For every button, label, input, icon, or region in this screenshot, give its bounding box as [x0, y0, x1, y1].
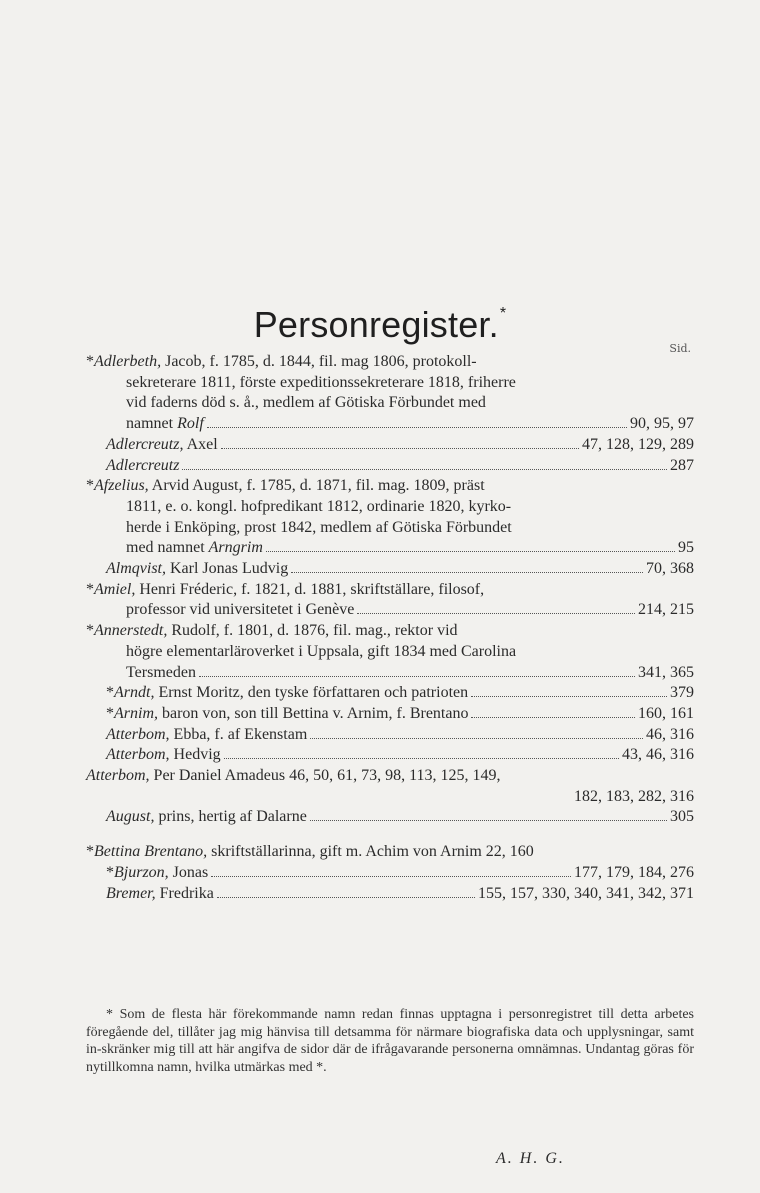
- register-entry: [86, 863, 694, 884]
- entry-text: [106, 745, 221, 766]
- entry-name: August,: [106, 808, 155, 826]
- register-entry: [86, 352, 694, 435]
- register-entry: [86, 842, 694, 863]
- entry-description: Rudolf, f. 1801, d. 1876, fil. mag., rektor vid: [167, 622, 458, 640]
- title-footnote-mark: *: [499, 305, 507, 323]
- entry-description: Ebba, f. af Ekenstam: [169, 725, 308, 743]
- entry-line: [106, 393, 694, 414]
- new-name-marker: *: [86, 622, 94, 640]
- entry-line: [106, 373, 694, 394]
- column-header-sid: Sid.: [669, 342, 691, 355]
- entry-line: [106, 642, 694, 663]
- entry-description: högre elementarläroverket i Uppsala, gift 1834 med Carolina: [126, 642, 517, 660]
- entry-name: Annerstedt,: [94, 622, 168, 640]
- dot-leader: [224, 757, 619, 759]
- entry-description: Fredrika: [155, 884, 214, 902]
- entry-name: Arnim,: [114, 704, 158, 722]
- dot-leader: [199, 675, 635, 677]
- entry-line: [86, 621, 694, 642]
- page-references: 43, 46, 316: [622, 746, 694, 764]
- dot-leader: [310, 737, 643, 739]
- entry-text: [106, 884, 214, 905]
- entry-text: [126, 663, 196, 684]
- new-name-marker: *: [86, 477, 94, 495]
- entry-description: prins, hertig af Dalarne: [154, 808, 307, 826]
- dot-leader: [182, 468, 667, 470]
- entry-line: [106, 497, 694, 518]
- entry-text: [106, 807, 307, 828]
- entry-description: med namnet: [126, 539, 209, 557]
- entry-name: Atterbom,: [106, 725, 170, 743]
- entry-description: Arvid August, f. 1785, d. 1871, fil. mag. 1809, präst: [148, 477, 485, 495]
- dot-leader: [310, 819, 667, 821]
- entry-text: [106, 456, 179, 477]
- entry-line: [106, 704, 694, 725]
- new-name-marker: *: [106, 704, 114, 722]
- entry-description: herde i Enköping, prost 1842, medlem af Götiska Förbundet: [126, 518, 512, 536]
- entry-line: [86, 766, 694, 787]
- footnote-signature: A. H. G.: [496, 1150, 565, 1167]
- entry-description: Jonas: [168, 863, 209, 881]
- dot-leader: [217, 896, 475, 898]
- entry-name: Bettina Brentano,: [94, 843, 208, 861]
- entry-text: [126, 538, 263, 559]
- entry-description: vid faderns död s. å., medlem af Götiska Förbundet med: [126, 394, 486, 412]
- entry-line: [106, 456, 694, 477]
- entry-name: Amiel,: [94, 580, 136, 598]
- page-references: 214, 215: [638, 601, 694, 619]
- page-references: 341, 365: [638, 663, 694, 681]
- entry-text: [106, 863, 208, 884]
- dot-leader: [207, 426, 627, 428]
- entry-line: [106, 863, 694, 884]
- register-entry: [86, 559, 694, 580]
- entry-gap: [86, 828, 694, 842]
- page-references: 47, 128, 129, 289: [582, 435, 694, 453]
- entry-name: Afzelius,: [94, 477, 149, 495]
- entry-line: [106, 414, 694, 435]
- register-entry: [86, 580, 694, 621]
- page-title-text: Personregister.: [253, 304, 499, 346]
- dot-leader: [471, 716, 635, 718]
- new-name-marker: *: [86, 353, 94, 370]
- footnote-text: * Som de flesta här förekommande namn redan finnas upptagna i personregistret till detta arbetes föregående del, tillåter jag mig hänvisa till detsamma för närmare biografiska data och upplysningar, samt in-skränker mig till att här angifva de sidor där de ifrågavarande personerna omnämnas. Undantag göras för nytillkomna namn, hvilka utmärkas med *.: [86, 1007, 694, 1075]
- new-name-marker: *: [106, 863, 114, 881]
- entry-line: [106, 663, 694, 684]
- page-references: 305: [670, 808, 694, 826]
- entry-description: Karl Jonas Ludvig: [166, 560, 289, 578]
- footnote: [86, 1006, 694, 1076]
- entry-line: [106, 807, 694, 828]
- register-entry: [86, 807, 694, 828]
- entry-description: Ernst Moritz, den tyske författaren och patrioten: [154, 684, 469, 702]
- dot-leader: [221, 447, 579, 449]
- dot-leader: [471, 695, 667, 697]
- new-name-marker: *: [86, 843, 94, 861]
- page-title: [0, 304, 760, 346]
- dot-leader: [266, 550, 675, 552]
- entry-line: [106, 518, 694, 539]
- entry-text: [106, 683, 468, 704]
- entry-description: sekreterare 1811, förste expeditionssekreterare 1818, friherre: [126, 373, 516, 391]
- register-entry: [86, 435, 694, 456]
- register-entry: [86, 745, 694, 766]
- entry-line: [106, 538, 694, 559]
- register-entry: [86, 766, 694, 807]
- entry-line: [86, 580, 694, 601]
- register-entry: [86, 884, 694, 905]
- entry-line: [86, 352, 694, 373]
- entry-description: namnet: [126, 415, 178, 433]
- dot-leader: [357, 612, 635, 614]
- entry-name: Adlercreutz,: [106, 435, 184, 453]
- entry-line: [86, 476, 694, 497]
- dot-leader: [291, 571, 643, 573]
- entry-text: [106, 725, 307, 746]
- entry-description: Jacob, f. 1785, d. 1844, fil. mag 1806, protokoll-: [161, 353, 477, 370]
- entry-name: Adlerbeth,: [94, 353, 162, 370]
- entry-name: Adlercreutz: [106, 456, 180, 474]
- entry-description: 1811, e. o. kongl. hofpredikant 1812, ordinarie 1820, kyrko-: [126, 497, 512, 515]
- entry-text: [106, 559, 288, 580]
- entry-line: [106, 884, 694, 905]
- entry-line: [106, 745, 694, 766]
- page-references: 160, 161: [638, 704, 694, 722]
- register-entries: [86, 352, 694, 904]
- entry-line: [106, 435, 694, 456]
- society-name: Rolf: [177, 415, 204, 433]
- register-entry: [86, 456, 694, 477]
- entry-name: Arndt,: [114, 684, 155, 702]
- page-references: 90, 95, 97: [630, 415, 694, 433]
- entry-description: baron von, son till Bettina v. Arnim, f. Brentano: [158, 704, 469, 722]
- page-references: 287: [670, 456, 694, 474]
- society-name: Arngrim: [208, 539, 263, 557]
- entry-description: Axel: [183, 435, 218, 453]
- page-references: 177, 179, 184, 276: [574, 863, 694, 881]
- entry-name: Atterbom,: [106, 746, 170, 764]
- page-references: 155, 157, 330, 340, 341, 342, 371: [478, 884, 694, 902]
- entry-text: [106, 704, 468, 725]
- register-entry: [86, 725, 694, 746]
- new-name-marker: *: [86, 580, 94, 598]
- entry-text: [106, 435, 218, 456]
- entry-line: [106, 600, 694, 621]
- entry-name: Bremer,: [106, 884, 156, 902]
- page-references: 46, 316: [646, 725, 694, 743]
- page-references: 182, 183, 282, 316: [574, 787, 694, 805]
- register-entry: [86, 621, 694, 683]
- entry-name: Almqvist,: [106, 560, 166, 578]
- entry-line: [106, 725, 694, 746]
- entry-text: [126, 414, 204, 435]
- entry-description: professor vid universitetet i Genève: [126, 601, 355, 619]
- entry-description: Hedvig: [169, 746, 221, 764]
- entry-description: Tersmeden: [126, 663, 196, 681]
- page-references: 379: [670, 684, 694, 702]
- entry-line: [106, 559, 694, 580]
- register-entry: [86, 476, 694, 559]
- entry-line: [106, 683, 694, 704]
- entry-description: skriftställarinna, gift m. Achim von Arnim 22, 160: [207, 843, 534, 861]
- new-name-marker: *: [106, 684, 114, 702]
- entry-text: [126, 600, 354, 621]
- entry-name: Atterbom,: [86, 767, 150, 785]
- entry-description: Per Daniel Amadeus 46, 50, 61, 73, 98, 113, 125, 149,: [149, 767, 501, 785]
- entry-line: [86, 842, 694, 863]
- entry-name: Bjurzon,: [114, 863, 169, 881]
- register-entry: [86, 683, 694, 704]
- entry-description: Henri Fréderic, f. 1821, d. 1881, skriftställare, filosof,: [135, 580, 485, 598]
- page-references: 70, 368: [646, 560, 694, 578]
- register-entry: [86, 704, 694, 725]
- page-references: 95: [678, 539, 694, 557]
- dot-leader: [211, 875, 571, 877]
